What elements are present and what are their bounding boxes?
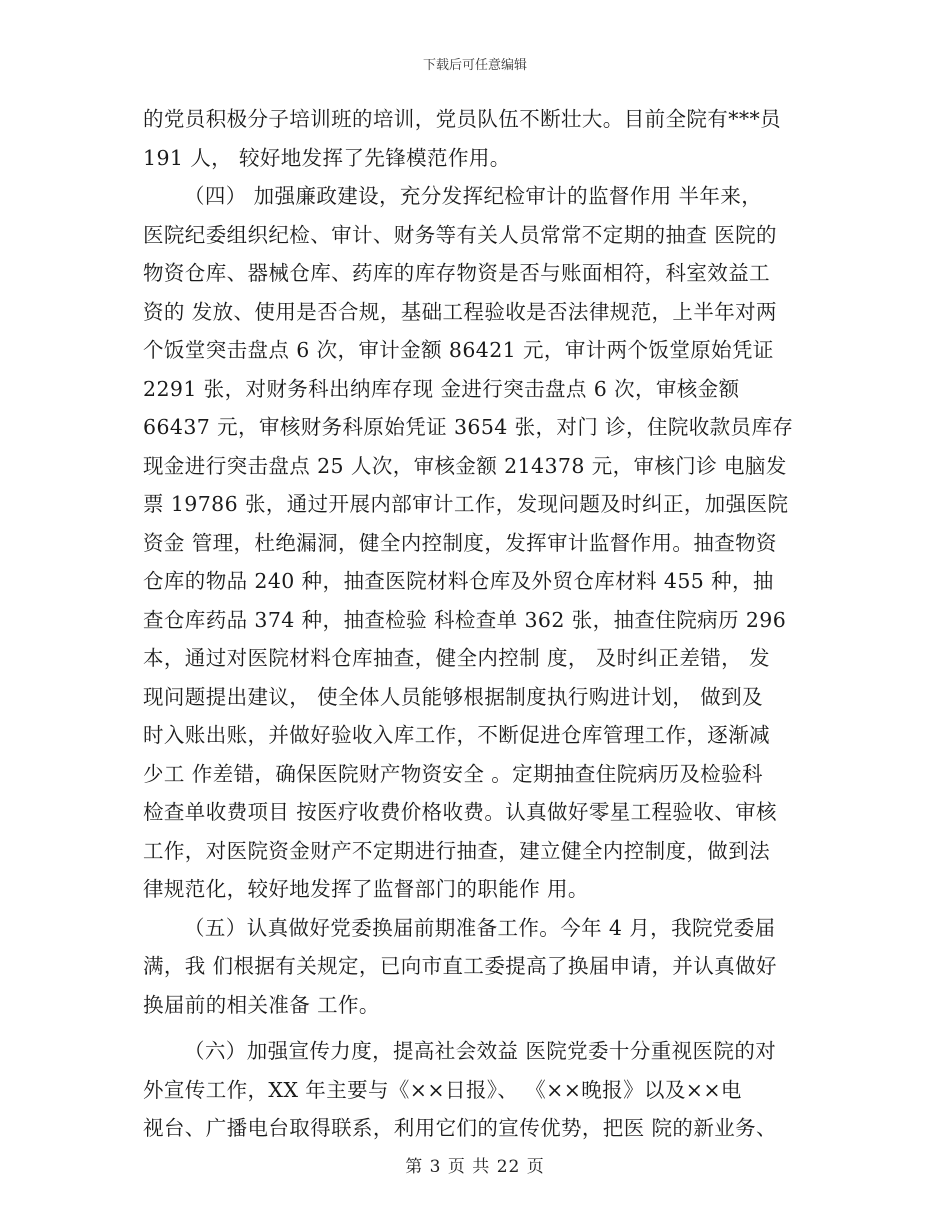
text-line: 个饭堂突击盘点 6 次，审计金额 86421 元，审计两个饭堂原始凭证 bbox=[143, 338, 774, 362]
text-line: 时入账出账，并做好验收入库工作，不断促进仓库管理工作，逐渐减 bbox=[143, 723, 770, 747]
paragraph bbox=[143, 1032, 807, 1148]
text-line: 资的 发放、使用是否合规，基础工程验收是否法律规范，上半年对两 bbox=[143, 299, 777, 324]
paragraph bbox=[143, 100, 807, 177]
text-line: 本，通过对医院材料仓库抽查，健全内控制 度， 及时纠正差错， 发 bbox=[143, 646, 770, 670]
text-line: （四） 加强廉政建设，充分发挥纪检审计的监督作用 半年来， bbox=[184, 184, 763, 208]
text-line: 检查单收费项目 按医疗收费价格收费。认真做好零星工程验收、审核 bbox=[143, 800, 777, 824]
text-line: 资金 管理，杜绝漏洞，健全内控制度，发挥审计监督作用。抽查物资 bbox=[143, 530, 777, 555]
text-line: 换届前的相关准备 工作。 bbox=[143, 992, 380, 1017]
text-line: 2291 张，对财务科出纳库存现 金进行突击盘点 6 次，审核金额 bbox=[143, 376, 740, 401]
document-body bbox=[143, 100, 807, 1148]
text-line: 仓库的物品 240 种，抽查医院材料仓库及外贸仓库材料 455 种，抽 bbox=[143, 569, 774, 593]
text-line: （五）认真做好党委换届前期准备工作。今年 4 月，我院党委届 bbox=[184, 915, 776, 940]
paragraph bbox=[143, 177, 807, 909]
page-header: 下载后可任意编辑 bbox=[422, 58, 527, 73]
text-line: 工作，对医院资金财产不定期进行抽查，建立健全内控制度，做到法 bbox=[143, 838, 770, 863]
text-line: （六）加强宣传力度，提高社会效益 医院党委十分重视医院的对 bbox=[184, 1039, 777, 1063]
text-line: 外宣传工作，XX 年主要与《××日报》、 《××晚报》以及××电 bbox=[143, 1077, 742, 1102]
text-line: 的党员积极分子培训班的培训，党员队伍不断壮大。目前全院有***员 bbox=[143, 107, 782, 131]
text-line: 律规范化，较好地发挥了监督部门的职能作 用。 bbox=[143, 877, 589, 901]
text-line: 少工 作差错，确保医院财产物资安全 。定期抽查住院病历及检验科 bbox=[143, 761, 763, 786]
text-line: 查仓库药品 374 种，抽查检验 科检查单 362 张，抽查住院病历 296 bbox=[143, 607, 787, 632]
paragraph bbox=[143, 909, 807, 1025]
text-line: 现问题提出建议， 使全体人员能够根据制度执行购进计划， 做到及 bbox=[143, 684, 763, 709]
text-line: 满，我 们根据有关规定，已向市直工委提高了换届申请，并认真做好 bbox=[143, 954, 777, 978]
text-line: 物资仓库、器械仓库、药库的库存物资是否与账面相符，科室效益工 bbox=[143, 261, 770, 285]
text-line: 视台、广播电台取得联系，利用它们的宣传优势，把医 院的新业务、 bbox=[143, 1116, 777, 1140]
page-footer: 第 3 页 共 22 页 bbox=[405, 1157, 545, 1177]
text-line: 票 19786 张，通过开展内部审计工作，发现问题及时纠正，加强医院 bbox=[143, 492, 789, 516]
text-line: 66437 元，审核财务科原始凭证 3654 张，对门 诊，住院收款员库存 bbox=[143, 415, 794, 439]
text-line: 现金进行突击盘点 25 人次，审核金额 214378 元，审核门诊 电脑发 bbox=[143, 453, 787, 478]
text-line: 191 人， 较好地发挥了先锋模范作用。 bbox=[143, 145, 511, 170]
text-line: 医院纪委组织纪检、审计、财务等有关人员常常不定期的抽查 医院的 bbox=[143, 222, 777, 247]
